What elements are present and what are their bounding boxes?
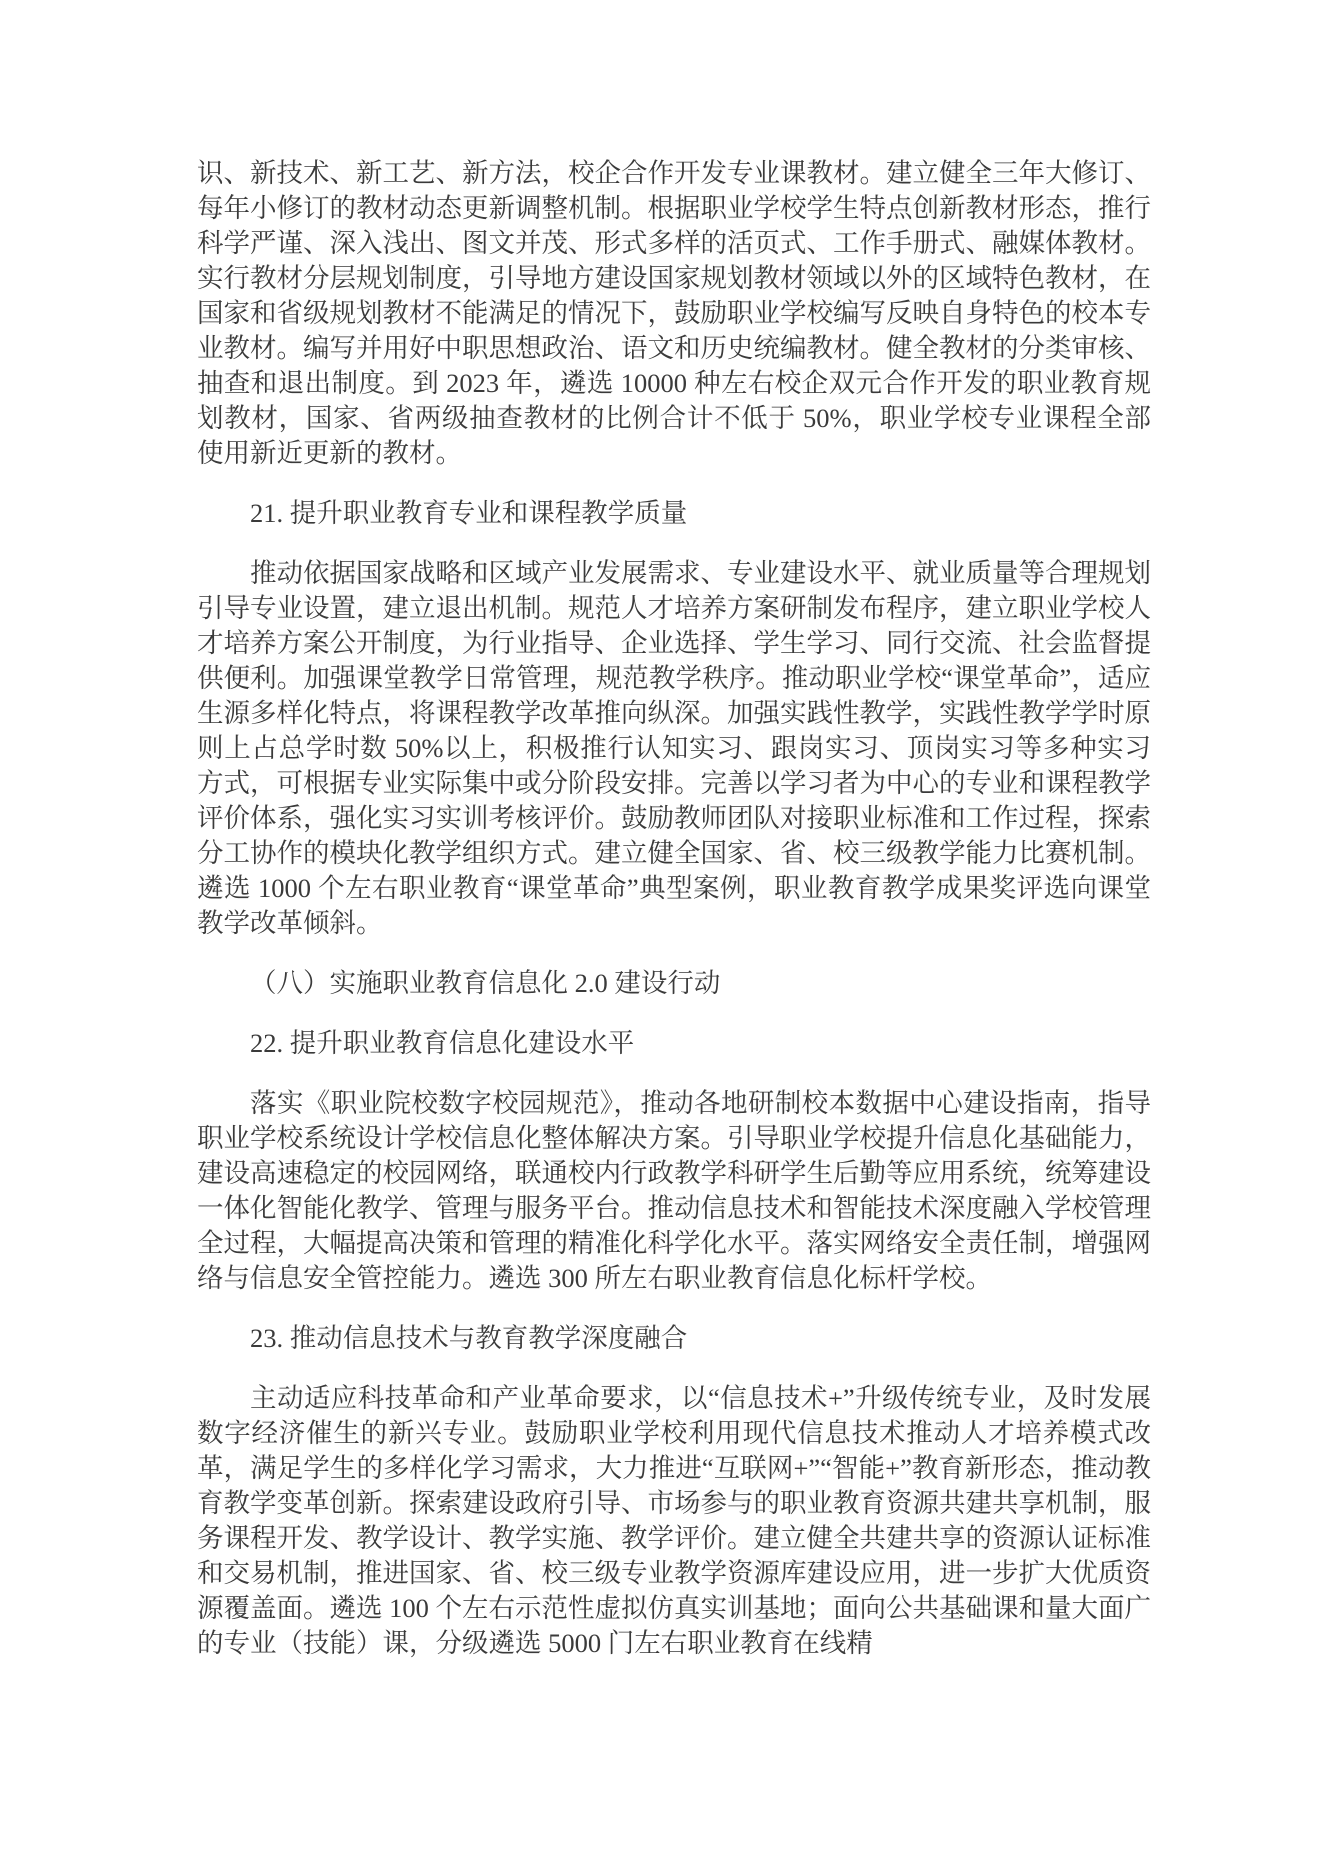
heading-item-21: 21. 提升职业教育专业和课程教学质量 xyxy=(250,498,688,528)
heading-item-23: 23. 推动信息技术与教育教学深度融合 xyxy=(250,1323,688,1353)
paragraph-item-22-informatization-level: 落实《职业院校数字校园规范》，推动各地研制校本数据中心建设指南，指导职业学校系统设计学校信息化整体解决方案。引导职业学校提升信息化基础能力，建设高速稳定的校园网络，联通校内行政教学科研学生后勤等应用系统，统筹建设一体化智能化教学、管理与服务平台。推动信息技术和智能技术深度融入学校管理全过程，大幅提高决策和管理的精准化科学化水平。落实网络安全责任制，增强网络与信息安全管控能力。遴选 300 所左右职业教育信息化标杆学校。 xyxy=(197,1088,1151,1293)
paragraph-continuation-textbook-reform: 识、新技术、新工艺、新方法，校企合作开发专业课教材。建立健全三年大修订、每年小修订的教材动态更新调整机制。根据职业学校学生特点创新教材形态，推行科学严谨、深入浅出、图文并茂、形式多样的活页式、工作手册式、融媒体教材。实行教材分层规划制度，引导地方建设国家规划教材领域以外的区域特色教材，在国家和省级规划教材不能满足的情况下，鼓励职业学校编写反映自身特色的校本专业教材。编写并用好中职思想政治、语文和历史统编教材。健全教材的分类审核、抽查和退出制度。到 2023 年，遴选 10000 种左右校企双元合作开发的职业教育规划教材，国家、省两级抽查教材的比例合计不低于 50%，职业学校专业课程全部使用新近更新的教材。 xyxy=(197,158,1151,468)
heading-section-8-informatization-action: （八）实施职业教育信息化 2.0 建设行动 xyxy=(250,968,721,998)
paragraph-item-21-teaching-quality: 推动依据国家战略和区域产业发展需求、专业建设水平、就业质量等合理规划引导专业设置，建立退出机制。规范人才培养方案研制发布程序，建立职业学校人才培养方案公开制度，为行业指导、企业选择、学生学习、同行交流、社会监督提供便利。加强课堂教学日常管理，规范教学秩序。推动职业学校“课堂革命”，适应生源多样化特点，将课程教学改革推向纵深。加强实践性教学，实践性教学学时原则上占总学时数 50%以上，积极推行认知实习、跟岗实习、顶岗实习等多种实习方式，可根据专业实际集中或分阶段安排。完善以学习者为中心的专业和课程教学评价体系，强化实习实训考核评价。鼓励教师团队对接职业标准和工作过程，探索分工协作的模块化教学组织方式。建立健全国家、省、校三级教学能力比赛机制。遴选 1000 个左右职业教育“课堂革命”典型案例，职业教育教学成果奖评选向课堂教学改革倾斜。 xyxy=(197,558,1151,938)
paragraph-item-23-it-education-integration: 主动适应科技革命和产业革命要求，以“信息技术+”升级传统专业，及时发展数字经济催生的新兴专业。鼓励职业学校利用现代信息技术推动人才培养模式改革，满足学生的多样化学习需求，大力推进“互联网+”“智能+”教育新形态，推动教育教学变革创新。探索建设政府引导、市场参与的职业教育资源共建共享机制，服务课程开发、教学设计、教学实施、教学评价。建立健全共建共享的资源认证标准和交易机制，推进国家、省、校三级专业教学资源库建设应用，进一步扩大优质资源覆盖面。遴选 100 个左右示范性虚拟仿真实训基地；面向公共基础课和量大面广的专业（技能）课，分级遴选 5000 门左右职业教育在线精 xyxy=(197,1383,1151,1658)
heading-item-22: 22. 提升职业教育信息化建设水平 xyxy=(250,1028,635,1058)
